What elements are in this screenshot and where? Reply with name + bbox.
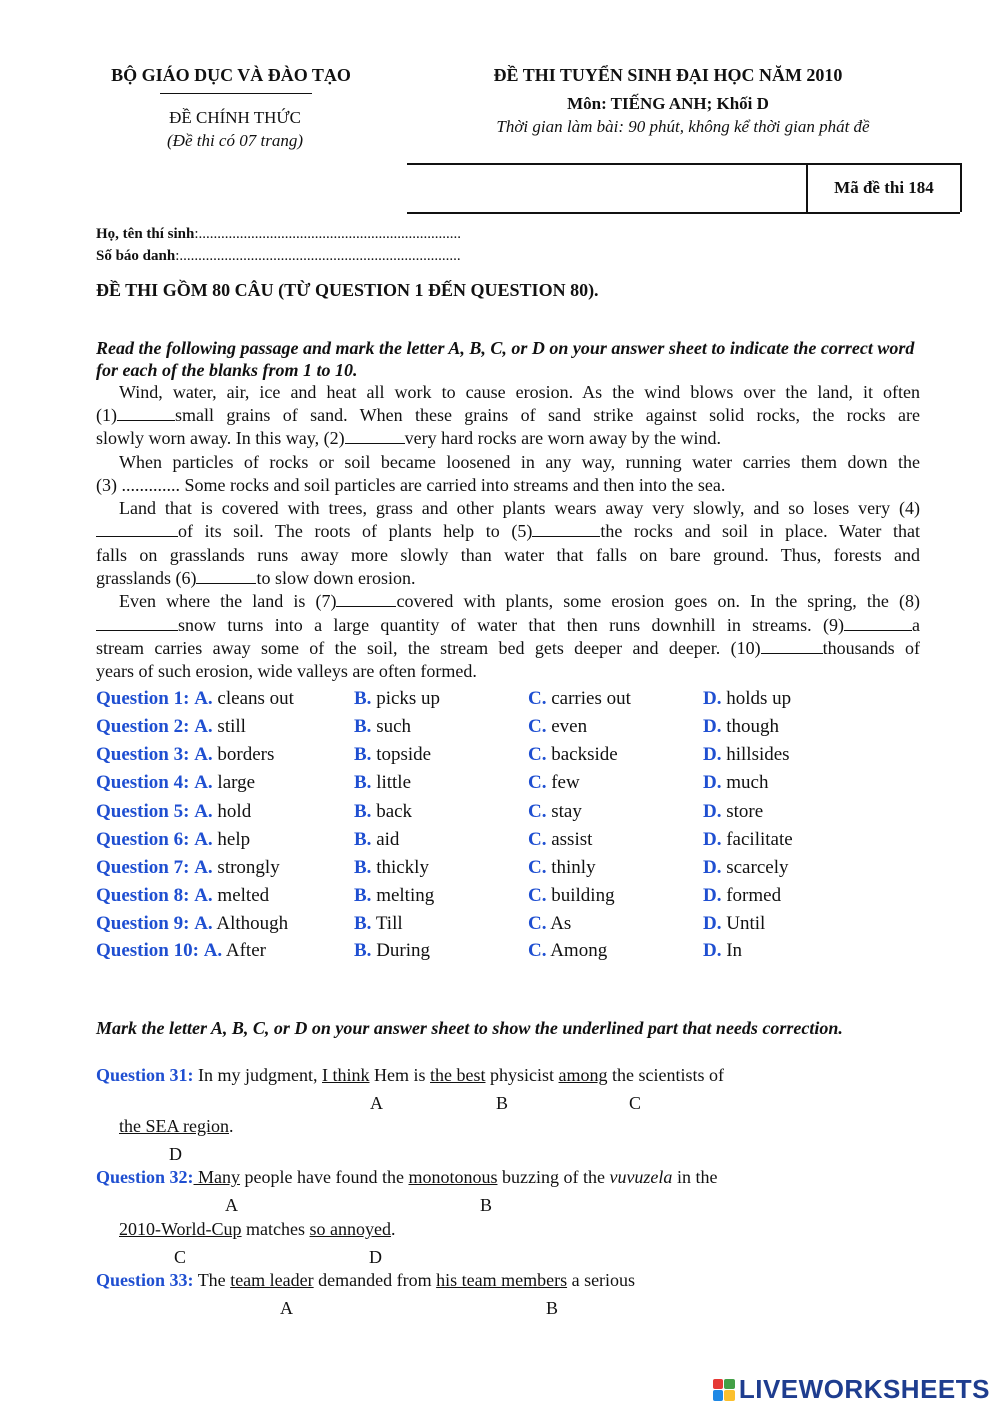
- passage-text: very hard rocks are worn away by the wind.: [404, 428, 722, 448]
- question-number: Question 1:: [96, 688, 190, 709]
- option-letter: A.: [194, 829, 213, 850]
- option-text: As: [550, 913, 572, 934]
- option-letter: B.: [354, 772, 372, 793]
- passage-line: years of such erosion, wide valleys are often formed.: [96, 661, 477, 681]
- passage-line: [96, 637, 920, 660]
- question-label: [96, 857, 280, 879]
- passage-line: [119, 590, 920, 613]
- option-text: thickly: [376, 857, 429, 878]
- option-letter: C.: [528, 772, 547, 793]
- option-text: large: [217, 772, 256, 793]
- question-number: Question 8:: [96, 885, 190, 906]
- option-text: still: [217, 716, 246, 737]
- question-row: [96, 801, 956, 825]
- option-text: much: [726, 772, 769, 793]
- answer-option[interactable]: [528, 913, 571, 935]
- question-text: .: [229, 1116, 234, 1136]
- exam-subject: Môn: TIẾNG ANH; Khối D: [567, 94, 769, 113]
- blank-5: [532, 520, 600, 537]
- option-letter: B.: [354, 940, 372, 961]
- passage-text: a: [912, 615, 920, 635]
- answer-option[interactable]: [354, 913, 403, 935]
- underlined-part-a[interactable]: I think: [322, 1065, 370, 1085]
- mark-d: D: [169, 1144, 182, 1164]
- question-text: in the: [672, 1167, 718, 1187]
- question-text: Hem is: [369, 1065, 431, 1085]
- underlined-part-b[interactable]: monotonous: [408, 1167, 498, 1187]
- option-text: back: [376, 801, 413, 822]
- answer-option[interactable]: [703, 744, 790, 766]
- option-text: Among: [550, 940, 608, 961]
- option-letter: B.: [354, 716, 372, 737]
- option-letter: D.: [703, 857, 722, 878]
- option-text: facilitate: [726, 829, 793, 850]
- official-label: ĐỀ CHÍNH THỨC: [169, 108, 301, 127]
- blank-9: [844, 614, 912, 631]
- option-letter: D.: [703, 772, 722, 793]
- passage-text: to slow down erosion.: [256, 568, 416, 588]
- option-letter: A.: [194, 913, 213, 934]
- option-text: Until: [726, 913, 766, 934]
- question-row: [96, 913, 956, 937]
- option-letter: A.: [203, 940, 223, 961]
- liveworksheets-logo: [713, 1374, 990, 1405]
- answer-option[interactable]: [354, 772, 411, 794]
- passage-line: When particles of rocks or soil became loosened in any way, running water carries them down the: [119, 452, 920, 472]
- answer-option[interactable]: [703, 857, 788, 879]
- question-row: [96, 744, 956, 768]
- question-number: Question 3:: [96, 744, 190, 765]
- question-label: [96, 801, 251, 823]
- option-letter: D.: [703, 913, 722, 934]
- question-number: Question 7:: [96, 857, 190, 878]
- exam-title: ĐỀ THI TUYỂN SINH ĐẠI HỌC NĂM 2010: [493, 65, 843, 85]
- option-letter: D.: [703, 801, 722, 822]
- passage-line: [96, 614, 920, 637]
- option-text: melting: [376, 885, 435, 906]
- blank-6: [196, 567, 256, 584]
- question-label: [96, 913, 288, 935]
- passage-text: of its soil. The roots of plants help to (5): [178, 521, 533, 541]
- question-text: matches: [241, 1219, 310, 1239]
- option-letter: B.: [354, 801, 372, 822]
- passage-line: (3) ............. Some rocks and soil particles are carried into streams and then into the sea.: [96, 475, 726, 495]
- mark-a: A: [280, 1298, 293, 1318]
- question-text: a serious: [567, 1270, 636, 1290]
- underlined-part-d[interactable]: the SEA region: [119, 1116, 229, 1136]
- option-text: scarcely: [726, 857, 789, 878]
- blank-10: [761, 637, 823, 654]
- underlined-part-d[interactable]: so annoyed: [309, 1219, 392, 1239]
- question-text: .: [391, 1219, 396, 1239]
- question-label: [96, 772, 255, 794]
- question-text: the scientists of: [607, 1065, 725, 1085]
- question-33-label: Question 33:: [96, 1270, 194, 1290]
- option-letter: A.: [194, 688, 213, 709]
- option-text: holds up: [726, 688, 792, 709]
- mark-c: C: [629, 1093, 642, 1113]
- passage-text: the rocks and soil in place. Water that: [600, 521, 920, 541]
- code-box-bottom-line: [407, 212, 960, 214]
- option-text: hillsides: [726, 744, 790, 765]
- question-32: [96, 1167, 717, 1188]
- underlined-part-b[interactable]: his team members: [436, 1270, 568, 1290]
- answer-option[interactable]: [354, 940, 430, 962]
- option-letter: C.: [528, 801, 547, 822]
- option-letter: C.: [528, 913, 547, 934]
- option-letter: D.: [703, 829, 722, 850]
- option-text: little: [376, 772, 412, 793]
- candidate-name-label: Họ, tên thí sinh: [96, 226, 195, 242]
- option-text: though: [726, 716, 780, 737]
- candidate-name-dots: :......................................................................: [194, 226, 462, 242]
- option-text: picks up: [376, 688, 441, 709]
- passage-text: (1): [96, 405, 117, 425]
- option-text: After: [225, 940, 266, 961]
- option-text: Although: [216, 913, 289, 934]
- question-label: [96, 940, 266, 962]
- answer-option[interactable]: [703, 688, 791, 710]
- option-text: assist: [551, 829, 593, 850]
- logo-text: LIVEWORKSHEETS: [738, 1374, 990, 1404]
- answer-option[interactable]: [354, 801, 412, 823]
- mark-b: B: [496, 1093, 509, 1113]
- option-letter: A.: [194, 772, 213, 793]
- question-row: [96, 940, 956, 964]
- passage-text: grasslands (6): [96, 568, 197, 588]
- option-text: In: [726, 940, 743, 961]
- underlined-part-b[interactable]: the best: [430, 1065, 486, 1085]
- answer-option[interactable]: [703, 772, 768, 794]
- answer-option[interactable]: [528, 688, 631, 710]
- option-text: backside: [551, 744, 618, 765]
- option-letter: A.: [194, 885, 213, 906]
- option-letter: A.: [194, 744, 213, 765]
- question-31-continued: [119, 1116, 234, 1137]
- answer-option[interactable]: [528, 744, 618, 766]
- answer-option[interactable]: [528, 940, 607, 962]
- underlined-part-a[interactable]: Many: [193, 1167, 241, 1187]
- answer-option[interactable]: [528, 801, 582, 823]
- answer-option[interactable]: [703, 885, 781, 907]
- candidate-number-label: Số báo danh: [96, 248, 176, 264]
- question-number: Question 10:: [96, 940, 199, 961]
- question-number: Question 5:: [96, 801, 190, 822]
- option-letter: B.: [354, 688, 372, 709]
- answer-option[interactable]: [703, 913, 765, 935]
- answer-option[interactable]: [528, 857, 596, 879]
- passage-text: small grains of sand. When these grains of sand strike against solid rocks, the rocks are: [175, 405, 920, 425]
- passage-text: thousands of: [822, 638, 920, 658]
- answer-option[interactable]: [354, 688, 440, 710]
- ministry-name: BỘ GIÁO DỤC VÀ ĐÀO TẠO: [111, 65, 351, 85]
- option-text: aid: [376, 829, 400, 850]
- blank-7: [336, 590, 396, 607]
- underlined-part-c[interactable]: 2010-World-Cup: [119, 1219, 242, 1239]
- blank-2: [345, 427, 405, 444]
- answer-option[interactable]: [354, 885, 434, 907]
- passage-text: Even where the land is (7): [119, 591, 337, 611]
- option-text: cleans out: [217, 688, 294, 709]
- blank-1: [117, 404, 175, 421]
- question-row: [96, 857, 956, 881]
- option-text: few: [551, 772, 580, 793]
- question-row: [96, 885, 956, 909]
- mark-a: A: [225, 1195, 238, 1215]
- section1-instruction: Read the following passage and mark the letter A, B, C, or D on your answer sheet to indicate the correct word for each of the blanks from 1 to 10.: [96, 338, 915, 380]
- question-label: [96, 829, 250, 851]
- passage-line: [96, 567, 920, 590]
- question-row: [96, 688, 956, 712]
- logo-icon: [713, 1379, 735, 1401]
- passage-line: [96, 427, 920, 450]
- question-31-label: Question 31:: [96, 1065, 194, 1085]
- question-label: [96, 716, 246, 738]
- answer-option[interactable]: [354, 744, 431, 766]
- question-number: Question 4:: [96, 772, 190, 793]
- answer-option[interactable]: [703, 940, 742, 962]
- passage-line: [96, 520, 920, 543]
- candidate-number-field: [96, 248, 461, 265]
- answer-option[interactable]: [528, 829, 592, 851]
- question-text: The: [193, 1270, 231, 1290]
- question-label: [96, 688, 294, 710]
- option-text: strongly: [217, 857, 280, 878]
- answer-option[interactable]: [528, 885, 615, 907]
- option-text: carries out: [551, 688, 631, 709]
- exam-code: Mã đề thi 184: [834, 177, 934, 197]
- blank-4: [96, 520, 178, 537]
- question-text: demanded from: [313, 1270, 437, 1290]
- blank-8: [96, 614, 178, 631]
- question-text: people have found the: [240, 1167, 409, 1187]
- underlined-part-a[interactable]: team leader: [230, 1270, 314, 1290]
- mark-c: C: [174, 1247, 187, 1267]
- option-letter: B.: [354, 913, 372, 934]
- answer-option[interactable]: [354, 857, 429, 879]
- exam-time-note: Thời gian làm bài: 90 phút, không kể thời gian phát đề: [496, 117, 870, 136]
- option-text: hold: [217, 801, 252, 822]
- option-text: borders: [217, 744, 275, 765]
- option-letter: C.: [528, 688, 547, 709]
- question-number: Question 6:: [96, 829, 190, 850]
- question-number: Question 9:: [96, 913, 190, 934]
- option-letter: A.: [194, 716, 213, 737]
- question-text-italic: vuvuzela: [609, 1167, 673, 1187]
- option-letter: D.: [703, 688, 722, 709]
- passage-line: Land that is covered with trees, grass and other plants wears away very slowly, and so loses very (4): [119, 498, 920, 518]
- option-letter: A.: [194, 801, 213, 822]
- option-text: such: [376, 716, 412, 737]
- passage-text: stream carries away some of the soil, the stream bed gets deeper and deeper. (10): [96, 638, 761, 658]
- mark-b: B: [480, 1195, 493, 1215]
- option-text: stay: [551, 801, 582, 822]
- option-text: formed: [726, 885, 782, 906]
- ministry-underline: [160, 93, 312, 94]
- passage-line: Wind, water, air, ice and heat all work to cause erosion. As the wind blows over the land, it often: [119, 382, 920, 402]
- passage-text: snow turns into a large quantity of water that then runs downhill in streams. (9): [178, 615, 844, 635]
- total-questions-note: ĐỀ THI GỒM 80 CÂU (TỪ QUESTION 1 ĐẾN QUESTION 80).: [96, 280, 599, 300]
- section2-instruction: Mark the letter A, B, C, or D on your answer sheet to show the underlined part that needs correction.: [96, 1018, 843, 1038]
- option-letter: B.: [354, 857, 372, 878]
- option-text: store: [726, 801, 764, 822]
- passage-line: [96, 404, 920, 427]
- option-letter: C.: [528, 885, 547, 906]
- passage-text: covered with plants, some erosion goes on. In the spring, the (8): [396, 591, 920, 611]
- option-text: thinly: [551, 857, 596, 878]
- question-33: [96, 1270, 635, 1291]
- exam-code-box: [806, 163, 962, 212]
- question-32-continued: [119, 1219, 396, 1240]
- page-count-note: (Đề thi có 07 trang): [167, 131, 303, 150]
- mark-b: B: [546, 1298, 559, 1318]
- mark-a: A: [370, 1093, 383, 1113]
- option-letter: B.: [354, 829, 372, 850]
- option-letter: D.: [703, 744, 722, 765]
- answer-option[interactable]: [703, 829, 793, 851]
- option-text: topside: [376, 744, 432, 765]
- option-letter: C.: [528, 716, 547, 737]
- answer-option[interactable]: [528, 772, 580, 794]
- option-letter: B.: [354, 744, 372, 765]
- option-letter: C.: [528, 857, 547, 878]
- passage-text: slowly worn away. In this way, (2): [96, 428, 345, 448]
- question-text: buzzing of the: [497, 1167, 610, 1187]
- option-letter: A.: [194, 857, 213, 878]
- option-text: even: [551, 716, 588, 737]
- option-text: Till: [375, 913, 403, 934]
- question-label: [96, 744, 274, 766]
- option-text: help: [217, 829, 251, 850]
- answer-option[interactable]: [354, 829, 399, 851]
- option-text: building: [551, 885, 615, 906]
- option-letter: D.: [703, 940, 722, 961]
- mark-d: D: [369, 1247, 382, 1267]
- question-text: physicist: [485, 1065, 559, 1085]
- passage-line: falls on grasslands runs away more slowly than water that falls on bare ground. Thus, forests and: [96, 545, 920, 565]
- option-letter: C.: [528, 829, 547, 850]
- option-letter: C.: [528, 940, 547, 961]
- option-letter: D.: [703, 716, 722, 737]
- question-32-label: Question 32:: [96, 1167, 194, 1187]
- candidate-number-dots: :...........................................................................: [175, 248, 461, 264]
- question-label: [96, 885, 269, 907]
- option-letter: B.: [354, 885, 372, 906]
- option-letter: C.: [528, 744, 547, 765]
- candidate-name-field: [96, 226, 461, 243]
- question-number: Question 2:: [96, 716, 190, 737]
- question-31: [96, 1065, 724, 1086]
- option-text: During: [376, 940, 431, 961]
- question-row: [96, 772, 956, 796]
- option-letter: D.: [703, 885, 722, 906]
- question-row: [96, 716, 956, 740]
- answer-option[interactable]: [528, 716, 587, 738]
- question-text: In my judgment,: [193, 1065, 323, 1085]
- option-text: melted: [217, 885, 270, 906]
- underlined-part-c[interactable]: among: [558, 1065, 608, 1085]
- answer-option[interactable]: [703, 801, 763, 823]
- answer-option[interactable]: [354, 716, 411, 738]
- question-row: [96, 829, 956, 853]
- answer-option[interactable]: [703, 716, 779, 738]
